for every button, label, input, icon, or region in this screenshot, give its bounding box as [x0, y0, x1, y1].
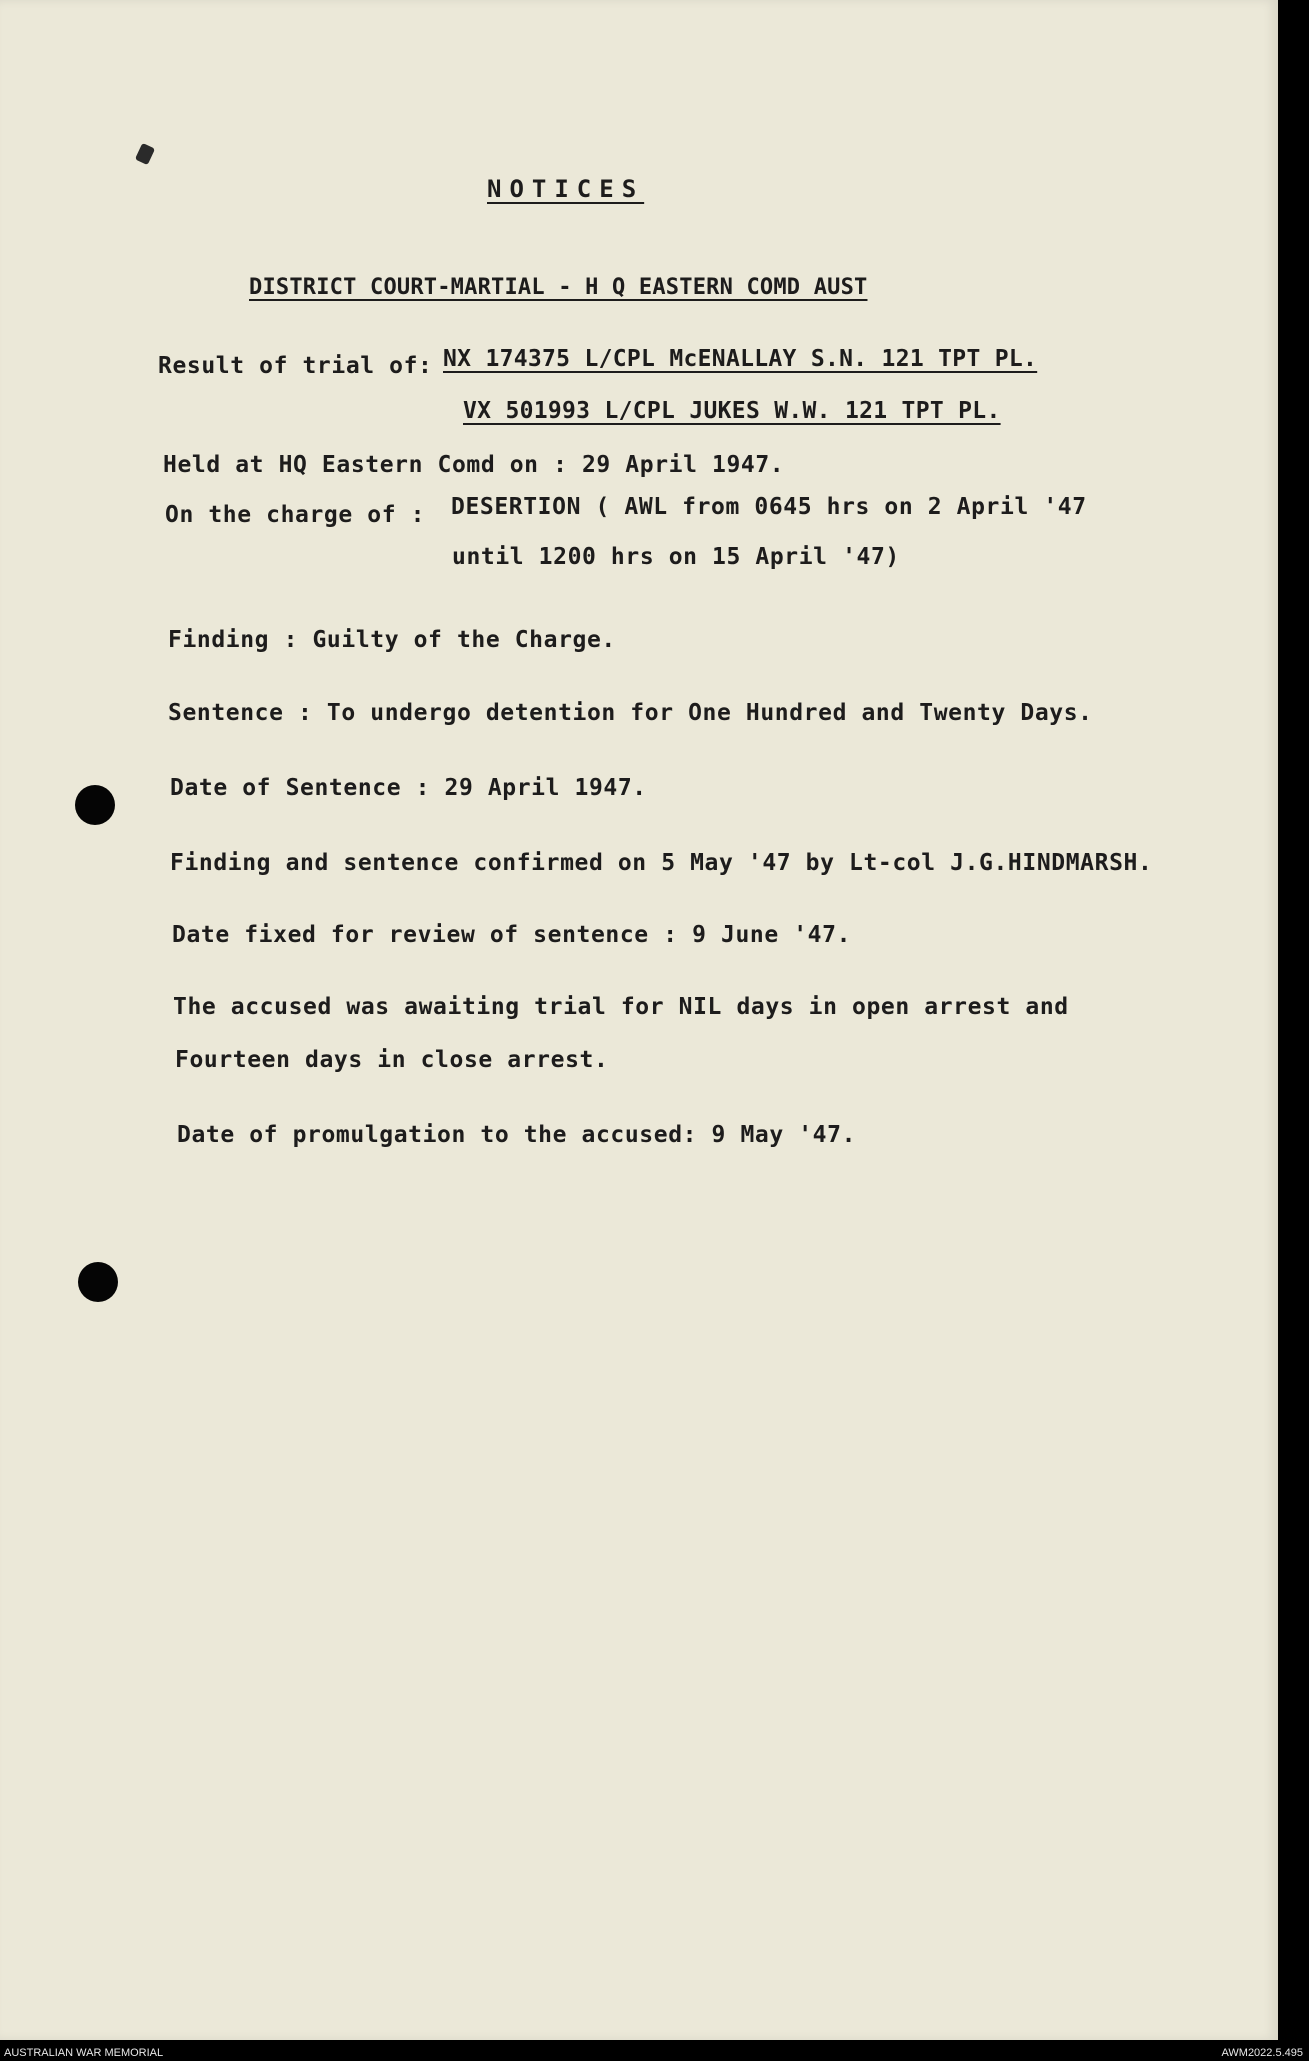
- punch-hole-upper: [75, 785, 115, 825]
- charge-line-1: DESERTION ( AWL from 0645 hrs on 2 April '47: [451, 494, 1087, 520]
- footer-right: AWM2022.5.495: [1221, 2047, 1303, 2059]
- charge-label: On the charge of :: [165, 502, 426, 528]
- sentence: Sentence : To undergo detention for One Hundred and Twenty Days.: [168, 700, 1093, 726]
- accused-1: NX 174375 L/CPL McENALLAY S.N. 121 TPT PL.: [443, 346, 1038, 372]
- awaiting-line-1: The accused was awaiting trial for NIL days in open arrest and: [173, 994, 1069, 1020]
- date-of-sentence: Date of Sentence : 29 April 1947.: [170, 775, 647, 801]
- result-label: Result of trial of:: [158, 353, 433, 379]
- page-title: NOTICES: [487, 175, 645, 203]
- promulgation-date: Date of promulgation to the accused: 9 May '47.: [177, 1122, 857, 1148]
- review-date: Date fixed for review of sentence : 9 June '47.: [172, 922, 852, 948]
- ink-mark: [135, 143, 155, 165]
- held-at: Held at HQ Eastern Comd on : 29 April 1947.: [163, 452, 785, 478]
- punch-hole-lower: [78, 1262, 118, 1302]
- confirmation: Finding and sentence confirmed on 5 May '47 by Lt-col J.G.HINDMARSH.: [170, 850, 1153, 876]
- footer-left: AUSTRALIAN WAR MEMORIAL: [4, 2047, 164, 2059]
- awaiting-line-2: Fourteen days in close arrest.: [175, 1047, 609, 1073]
- charge-line-2: until 1200 hrs on 15 April '47): [452, 544, 900, 570]
- finding: Finding : Guilty of the Charge.: [168, 627, 616, 653]
- accused-2: VX 501993 L/CPL JUKES W.W. 121 TPT PL.: [463, 398, 1001, 424]
- court-heading: DISTRICT COURT-MARTIAL - H Q EASTERN COMD AUST: [249, 275, 868, 300]
